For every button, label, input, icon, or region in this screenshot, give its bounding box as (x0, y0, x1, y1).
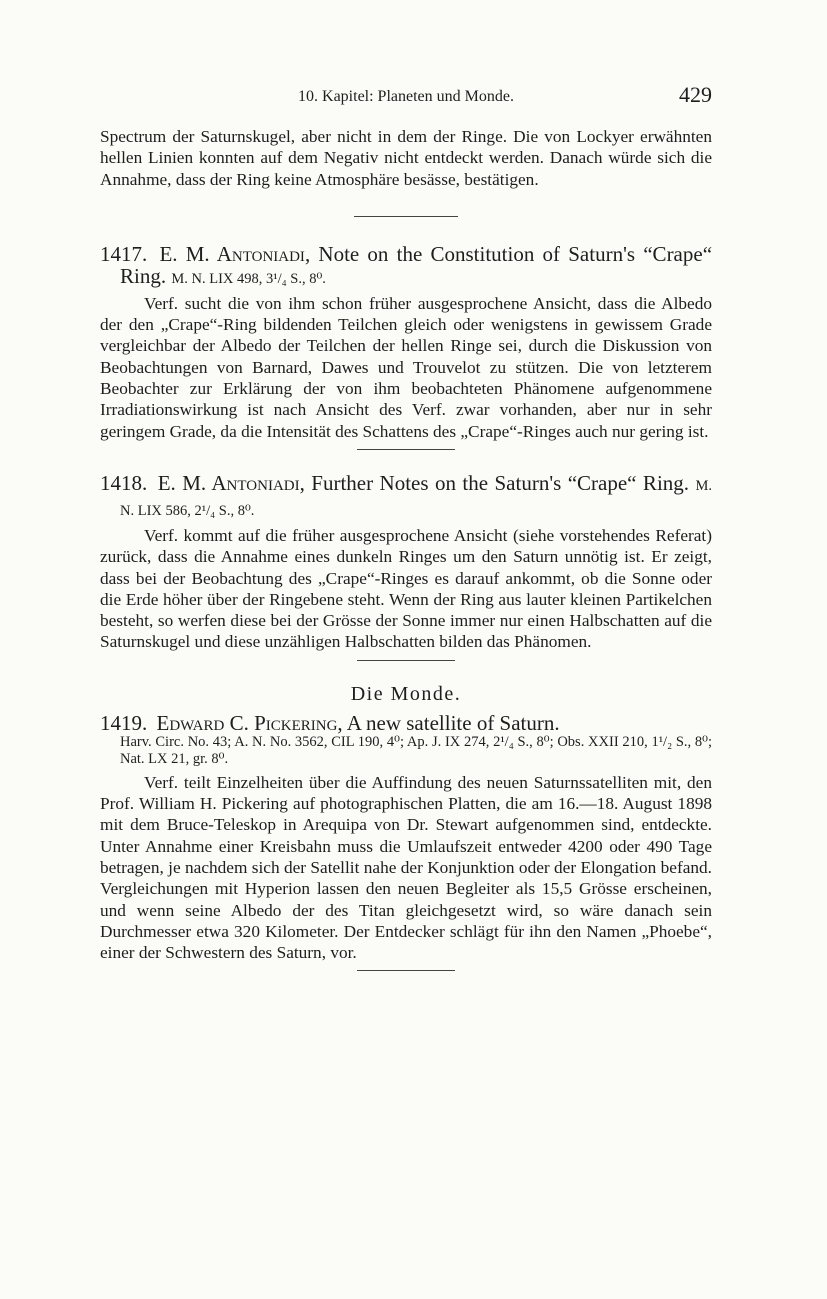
page-number: 429 (679, 82, 712, 107)
entry-number: 1418. (100, 470, 148, 495)
bibliography-entry (100, 243, 712, 442)
section-divider (354, 216, 458, 217)
entry-author: E. M. Antoniadi (157, 470, 300, 495)
entry-citation: M. N. LIX 498, 3¹/₄ S., 8⁰. (171, 270, 326, 287)
entry-title: A new satellite of Saturn. (346, 710, 560, 735)
entry-divider (357, 449, 455, 450)
bibliography-entry (100, 712, 712, 964)
section-title: Die Monde. (350, 682, 462, 705)
entry-text: Verf. kommt auf die früher ausgesprochene Ansicht (siehe vorstehendes Referat) zurück, dass die Annahme eines dunkeln Ringes um den Saturn unnötig ist. Er zeigt, dass bei der Beobachtung des „Crape“-Ringes es darauf ankommt, ob die Sonne oder die Erde höher über der Ringebene steht. Wenn der Ring aus lauter kleinen Partikelchen besteht, so werfen diese bei der Grösse der Sonne immer nur einen Halbschatten auf die Saturnskugel und diese unzähligen Halbschatten bilden das Phänomen. (100, 525, 712, 652)
entry-divider (357, 970, 455, 971)
entry-heading: 1419. Edward C. Pickering, A new satellite of Saturn. (100, 710, 560, 735)
entry-number: 1419. (100, 710, 148, 735)
entry-heading: 1417. E. M. Antoniadi, Note on the Constitution of Saturn's “Crape“ Ring. M. N. LIX 498, 3¹/₄ S., 8⁰. (100, 241, 713, 288)
entry-text: Verf. teilt Einzelheiten über die Auffindung des neuen Saturnssatelliten mit, den Prof. William H. Pickering auf photographischen Platten, die am 16.—18. August 1898 mit dem Bruce-Teleskop in Arequipa von Dr. Stewart aufgenommen sind, entdeckte. Unter Annahme einer Kreisbahn muss die Umlaufszeit entweder 4200 oder 490 Tage betragen, je nachdem sich der Satellit nahe der Konjunktion oder der Elongation befand. Vergleichungen mit Hyperion lassen den neuen Begleiter als 15,5 Grösse erscheinen, und wenn seine Albedo der des Titan gleichgesetzt wird, so wäre danach sein Durchmesser etwa 320 Kilometer. Der Entdecker schlägt für ihn den Namen „Phoebe“, einer der Schwestern des Saturn, vor. (100, 772, 712, 963)
entry-citation: Harv. Circ. No. 43; A. N. No. 3562, CIL 190, 4⁰; Ap. J. IX 274, 2¹/₄ S., 8⁰; Obs. XXII 210, 1¹/₂ S., 8⁰; Nat. LX 21, gr. 8⁰. (120, 733, 712, 767)
entry-number: 1417. (100, 241, 148, 266)
running-header (100, 80, 712, 108)
entry-heading: 1418. E. M. Antoniadi, Further Notes on the Saturn's “Crape“ Ring. M. N. LIX 586, 2¹/₄ S., 8⁰. (100, 470, 712, 519)
entry-citation: M. N. LIX 586, 2¹/₄ S., 8⁰. (120, 477, 712, 519)
book-page (100, 80, 712, 971)
entry-title: Note on the Constitution of Saturn's “Crape“ Ring. (120, 241, 713, 288)
running-title: 10. Kapitel: Planeten und Monde. (298, 88, 514, 105)
entry-divider (357, 660, 455, 661)
bibliography-entry (100, 472, 712, 653)
entry-text: Verf. sucht die von ihm schon früher ausgesprochene Ansicht, dass die Albedo der den „Crape“-Ring bildenden Teilchen gleich oder wenigstens in gewissem Grade vergleichbar der Albedo der Teilchen der hellen Ringe sei, durch die Diskussion von Beobachtungen von Barnard, Dawes und Trouvelot zu stützen. Die von letzterem Beobachter zur Erklärung der von ihm beobachteten Phänomene aufgenommene Irradiationswirkung ist nach Ansicht des Verf. zwar vorhanden, aber nur in sehr geringem Grade, da die Intensität des Schattens des „Crape“-Ringes auch nur gering ist. (100, 293, 712, 441)
entry-author: Edward C. Pickering (156, 710, 338, 735)
entry-author: E. M. Antoniadi (159, 241, 305, 266)
intro-paragraph: Spectrum der Saturnskugel, aber nicht in dem der Ringe. Die von Lockyer erwähnten hellen Linien konnten auf dem Negativ nicht entdeckt werden. Danach würde sich die Annahme, dass der Ring keine Atmosphäre besässe, bestätigen. (100, 127, 712, 189)
entry-title: Further Notes on the Saturn's “Crape“ Ring. (311, 470, 690, 495)
